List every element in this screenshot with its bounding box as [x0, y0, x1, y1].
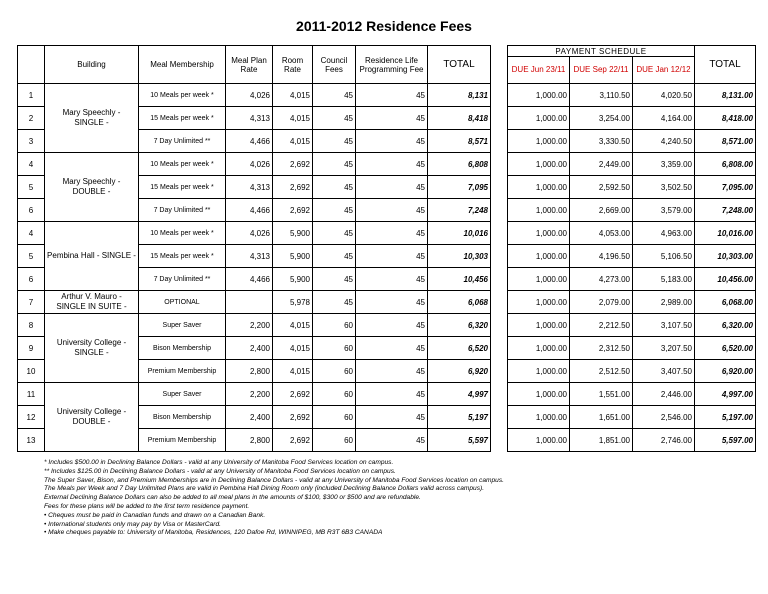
residence-life-fee: 45	[356, 84, 428, 107]
row-number: 4	[18, 153, 45, 176]
council-fee: 45	[313, 107, 356, 130]
row-number: 12	[18, 406, 45, 429]
payment-row	[508, 360, 756, 383]
due-sep-value: 2,512.50	[570, 360, 633, 383]
footnote-line: • Cheques must be paid in Canadian funds and drawn on a Canadian Bank.	[44, 511, 266, 519]
row-number: 8	[18, 314, 45, 337]
due-jan-value: 4,240.50	[633, 130, 695, 153]
building-name: University College - SINGLE -	[45, 314, 139, 383]
residence-life-header: Residence Life Programming Fee	[356, 46, 428, 84]
total-value: 6,808	[428, 153, 491, 176]
due-jun-value: 1,000.00	[508, 429, 570, 452]
room-rate: 2,692	[273, 383, 313, 406]
residence-life-fee: 45	[356, 222, 428, 245]
footnote-line: External Declining Balance Dollars can also be added to all meal plans in the amounts of $100, $300 or $500 and are refundable.	[44, 494, 421, 502]
due-jun-value: 1,000.00	[508, 360, 570, 383]
num-header	[18, 46, 45, 84]
payment-schedule-title: PAYMENT SCHEDULE	[508, 46, 695, 57]
due-sep-value: 3,330.50	[570, 130, 633, 153]
meal-plan-rate: 4,026	[226, 153, 273, 176]
council-fee: 60	[313, 314, 356, 337]
council-fee: 45	[313, 222, 356, 245]
payment-row	[508, 245, 756, 268]
total-value: 4,997	[428, 383, 491, 406]
row-number: 6	[18, 199, 45, 222]
due-jan-value: 3,502.50	[633, 176, 695, 199]
residence-life-fee: 45	[356, 383, 428, 406]
payment-row	[508, 84, 756, 107]
meal-plan-rate: 4,466	[226, 130, 273, 153]
fee-row	[18, 153, 491, 176]
footnote-line: * Includes $500.00 in Declining Balance Dollars - valid at any University of Manitoba Food Services location on campus.	[44, 459, 394, 466]
residence-life-fee: 45	[356, 314, 428, 337]
room-rate: 5,900	[273, 222, 313, 245]
due-sep-value: 1,851.00	[570, 429, 633, 452]
due-jun-value: 1,000.00	[508, 291, 570, 314]
meal-plan-rate: 2,200	[226, 314, 273, 337]
meal-membership: 7 Day Unlimited **	[139, 130, 226, 153]
due-sep-header: DUE Sep 22/11	[570, 57, 633, 84]
residence-life-fee: 45	[356, 176, 428, 199]
due-sep-value: 2,212.50	[570, 314, 633, 337]
payment-row	[508, 176, 756, 199]
room-rate: 2,692	[273, 429, 313, 452]
total2-value: 8,571.00	[695, 130, 756, 153]
payment-row	[508, 153, 756, 176]
meal-plan-rate	[226, 291, 273, 314]
meal-membership: 15 Meals per week *	[139, 107, 226, 130]
meal-plan-rate: 2,800	[226, 360, 273, 383]
total2-header: TOTAL	[695, 46, 756, 84]
total-value: 8,418	[428, 107, 491, 130]
due-sep-value: 4,196.50	[570, 245, 633, 268]
total-value: 10,456	[428, 268, 491, 291]
room-rate: 5,900	[273, 245, 313, 268]
payment-row	[508, 268, 756, 291]
footnote-line: The Super Saver, Bison, and Premium Memberships are in Declining Balance Dollars - valid at any University of Manitoba Food Services location on campus.	[44, 476, 504, 484]
total2-value: 5,597.00	[695, 429, 756, 452]
row-number: 10	[18, 360, 45, 383]
payment-row	[508, 222, 756, 245]
due-jun-value: 1,000.00	[508, 222, 570, 245]
building-name: Arthur V. Mauro - SINGLE IN SUITE -	[45, 291, 139, 314]
council-fees-header: Council Fees	[313, 46, 356, 84]
payment-row	[508, 406, 756, 429]
row-number: 9	[18, 337, 45, 360]
council-fee: 60	[313, 360, 356, 383]
due-jan-value: 5,106.50	[633, 245, 695, 268]
due-jun-value: 1,000.00	[508, 176, 570, 199]
due-jun-value: 1,000.00	[508, 383, 570, 406]
building-name: University College - DOUBLE -	[45, 383, 139, 452]
row-number: 4	[18, 222, 45, 245]
due-jan-value: 4,020.50	[633, 84, 695, 107]
due-sep-value: 3,254.00	[570, 107, 633, 130]
total2-value: 8,418.00	[695, 107, 756, 130]
meal-plan-rate: 4,026	[226, 84, 273, 107]
meal-membership: 10 Meals per week *	[139, 222, 226, 245]
residence-life-fee: 45	[356, 291, 428, 314]
due-jan-value: 3,359.00	[633, 153, 695, 176]
total-value: 5,597	[428, 429, 491, 452]
payment-row	[508, 337, 756, 360]
payment-row	[508, 107, 756, 130]
total2-value: 6,520.00	[695, 337, 756, 360]
meal-membership-header: Meal Membership	[139, 46, 226, 84]
row-number: 1	[18, 84, 45, 107]
meal-membership: Super Saver	[139, 314, 226, 337]
council-fee: 60	[313, 337, 356, 360]
residence-life-fee: 45	[356, 429, 428, 452]
meal-plan-rate: 4,313	[226, 107, 273, 130]
total2-value: 6,068.00	[695, 291, 756, 314]
room-rate: 4,015	[273, 84, 313, 107]
meal-membership: Bison Membership	[139, 337, 226, 360]
due-jun-value: 1,000.00	[508, 199, 570, 222]
council-fee: 45	[313, 130, 356, 153]
meal-plan-rate: 4,313	[226, 245, 273, 268]
room-rate: 4,015	[273, 130, 313, 153]
total2-value: 6,920.00	[695, 360, 756, 383]
due-jan-value: 3,579.00	[633, 199, 695, 222]
meal-membership: 15 Meals per week *	[139, 176, 226, 199]
payment-row	[508, 314, 756, 337]
meal-membership: Super Saver	[139, 383, 226, 406]
total2-value: 10,016.00	[695, 222, 756, 245]
due-jun-value: 1,000.00	[508, 107, 570, 130]
meal-membership: Bison Membership	[139, 406, 226, 429]
fee-row	[18, 291, 491, 314]
meal-plan-rate-header: Meal Plan Rate	[226, 46, 273, 84]
total2-value: 7,248.00	[695, 199, 756, 222]
due-sep-value: 2,449.00	[570, 153, 633, 176]
total2-value: 7,095.00	[695, 176, 756, 199]
due-jan-header: DUE Jan 12/12	[633, 57, 695, 84]
due-jan-value: 3,207.50	[633, 337, 695, 360]
meal-plan-rate: 4,466	[226, 268, 273, 291]
residence-life-fee: 45	[356, 406, 428, 429]
total-value: 10,016	[428, 222, 491, 245]
total-value: 7,248	[428, 199, 491, 222]
row-number: 7	[18, 291, 45, 314]
fee-row	[18, 222, 491, 245]
row-number: 3	[18, 130, 45, 153]
room-rate-header: Room Rate	[273, 46, 313, 84]
due-jan-value: 4,164.00	[633, 107, 695, 130]
due-jun-value: 1,000.00	[508, 153, 570, 176]
residence-life-fee: 45	[356, 360, 428, 383]
room-rate: 4,015	[273, 314, 313, 337]
due-jan-value: 2,746.00	[633, 429, 695, 452]
meal-plan-rate: 2,400	[226, 337, 273, 360]
row-number: 2	[18, 107, 45, 130]
total-value: 10,303	[428, 245, 491, 268]
meal-membership: Premium Membership	[139, 429, 226, 452]
residence-fees-table	[17, 45, 491, 452]
fee-row	[18, 84, 491, 107]
room-rate: 4,015	[273, 107, 313, 130]
room-rate: 2,692	[273, 153, 313, 176]
due-jun-value: 1,000.00	[508, 84, 570, 107]
total-value: 6,920	[428, 360, 491, 383]
due-sep-value: 2,312.50	[570, 337, 633, 360]
due-sep-value: 2,592.50	[570, 176, 633, 199]
row-number: 5	[18, 176, 45, 199]
council-fee: 60	[313, 406, 356, 429]
council-fee: 60	[313, 429, 356, 452]
total2-value: 5,197.00	[695, 406, 756, 429]
due-jan-value: 4,963.00	[633, 222, 695, 245]
total2-value: 4,997.00	[695, 383, 756, 406]
total-header: TOTAL	[428, 46, 491, 84]
total-value: 6,068	[428, 291, 491, 314]
due-jan-value: 2,989.00	[633, 291, 695, 314]
due-jun-value: 1,000.00	[508, 130, 570, 153]
due-jun-value: 1,000.00	[508, 268, 570, 291]
total2-value: 10,456.00	[695, 268, 756, 291]
due-jun-value: 1,000.00	[508, 245, 570, 268]
council-fee: 45	[313, 291, 356, 314]
due-sep-value: 1,651.00	[570, 406, 633, 429]
council-fee: 45	[313, 268, 356, 291]
meal-plan-rate: 2,800	[226, 429, 273, 452]
due-jun-value: 1,000.00	[508, 406, 570, 429]
total2-value: 6,808.00	[695, 153, 756, 176]
total-value: 6,520	[428, 337, 491, 360]
residence-life-fee: 45	[356, 245, 428, 268]
due-jan-value: 2,446.00	[633, 383, 695, 406]
residence-life-fee: 45	[356, 107, 428, 130]
footnote-line: The Meals per Week and 7 Day Unlimited Plans are valid in Pembina Hall Dining Room only (included Declining Balance Dollars valid across campus).	[44, 485, 485, 493]
payment-row	[508, 429, 756, 452]
council-fee: 60	[313, 383, 356, 406]
due-jan-value: 3,107.50	[633, 314, 695, 337]
row-number: 11	[18, 383, 45, 406]
due-jan-value: 5,183.00	[633, 268, 695, 291]
room-rate: 5,900	[273, 268, 313, 291]
meal-membership: 10 Meals per week *	[139, 84, 226, 107]
due-jun-value: 1,000.00	[508, 337, 570, 360]
building-name: Mary Speechly - DOUBLE -	[45, 153, 139, 222]
room-rate: 5,978	[273, 291, 313, 314]
meal-membership: 7 Day Unlimited **	[139, 268, 226, 291]
room-rate: 2,692	[273, 199, 313, 222]
council-fee: 45	[313, 245, 356, 268]
total-value: 8,131	[428, 84, 491, 107]
total-value: 5,197	[428, 406, 491, 429]
footnotes	[44, 459, 754, 538]
footnote-line: • Make cheques payable to: University of Manitoba, Residences, 120 Dafoe Rd, WINNIPEG, MB R3T 6B3 CANADA	[44, 529, 383, 537]
council-fee: 45	[313, 199, 356, 222]
payment-row	[508, 383, 756, 406]
meal-membership: 15 Meals per week *	[139, 245, 226, 268]
room-rate: 2,692	[273, 406, 313, 429]
fee-row	[18, 383, 491, 406]
due-sep-value: 4,053.00	[570, 222, 633, 245]
building-header: Building	[45, 46, 139, 84]
residence-life-fee: 45	[356, 337, 428, 360]
row-number: 13	[18, 429, 45, 452]
council-fee: 45	[313, 84, 356, 107]
payment-schedule-table	[507, 45, 756, 452]
meal-plan-rate: 2,400	[226, 406, 273, 429]
payment-row	[508, 199, 756, 222]
total2-value: 6,320.00	[695, 314, 756, 337]
residence-life-fee: 45	[356, 153, 428, 176]
meal-plan-rate: 2,200	[226, 383, 273, 406]
total-value: 7,095	[428, 176, 491, 199]
due-jan-value: 2,546.00	[633, 406, 695, 429]
meal-membership: OPTIONAL	[139, 291, 226, 314]
page-title: 2011-2012 Residence Fees	[296, 18, 472, 34]
due-jun-header: DUE Jun 23/11	[508, 57, 570, 84]
row-number: 5	[18, 245, 45, 268]
room-rate: 4,015	[273, 337, 313, 360]
due-sep-value: 1,551.00	[570, 383, 633, 406]
total-value: 6,320	[428, 314, 491, 337]
room-rate: 2,692	[273, 176, 313, 199]
council-fee: 45	[313, 176, 356, 199]
residence-life-fee: 45	[356, 199, 428, 222]
meal-plan-rate: 4,026	[226, 222, 273, 245]
fee-row	[18, 314, 491, 337]
total2-value: 10,303.00	[695, 245, 756, 268]
room-rate: 4,015	[273, 360, 313, 383]
building-name: Pembina Hall - SINGLE -	[45, 222, 139, 291]
payment-row	[508, 291, 756, 314]
council-fee: 45	[313, 153, 356, 176]
building-name: Mary Speechly - SINGLE -	[45, 84, 139, 153]
due-jan-value: 3,407.50	[633, 360, 695, 383]
due-sep-value: 2,669.00	[570, 199, 633, 222]
footnote-line: Fees for these plans will be added to the first term residence payment.	[44, 502, 250, 510]
total-value: 8,571	[428, 130, 491, 153]
residence-life-fee: 45	[356, 268, 428, 291]
footnote-line: ** Includes $125.00 in Declining Balance Dollars - valid at any University of Manitoba Food Services location on campus.	[44, 467, 396, 475]
meal-membership: 7 Day Unlimited **	[139, 199, 226, 222]
meal-plan-rate: 4,466	[226, 199, 273, 222]
due-sep-value: 2,079.00	[570, 291, 633, 314]
footnote-line: • International students only may pay by Visa or MasterCard.	[44, 520, 222, 528]
due-sep-value: 4,273.00	[570, 268, 633, 291]
row-number: 6	[18, 268, 45, 291]
due-sep-value: 3,110.50	[570, 84, 633, 107]
meal-plan-rate: 4,313	[226, 176, 273, 199]
residence-life-fee: 45	[356, 130, 428, 153]
total2-value: 8,131.00	[695, 84, 756, 107]
payment-row	[508, 130, 756, 153]
meal-membership: Premium Membership	[139, 360, 226, 383]
due-jun-value: 1,000.00	[508, 314, 570, 337]
meal-membership: 10 Meals per week *	[139, 153, 226, 176]
